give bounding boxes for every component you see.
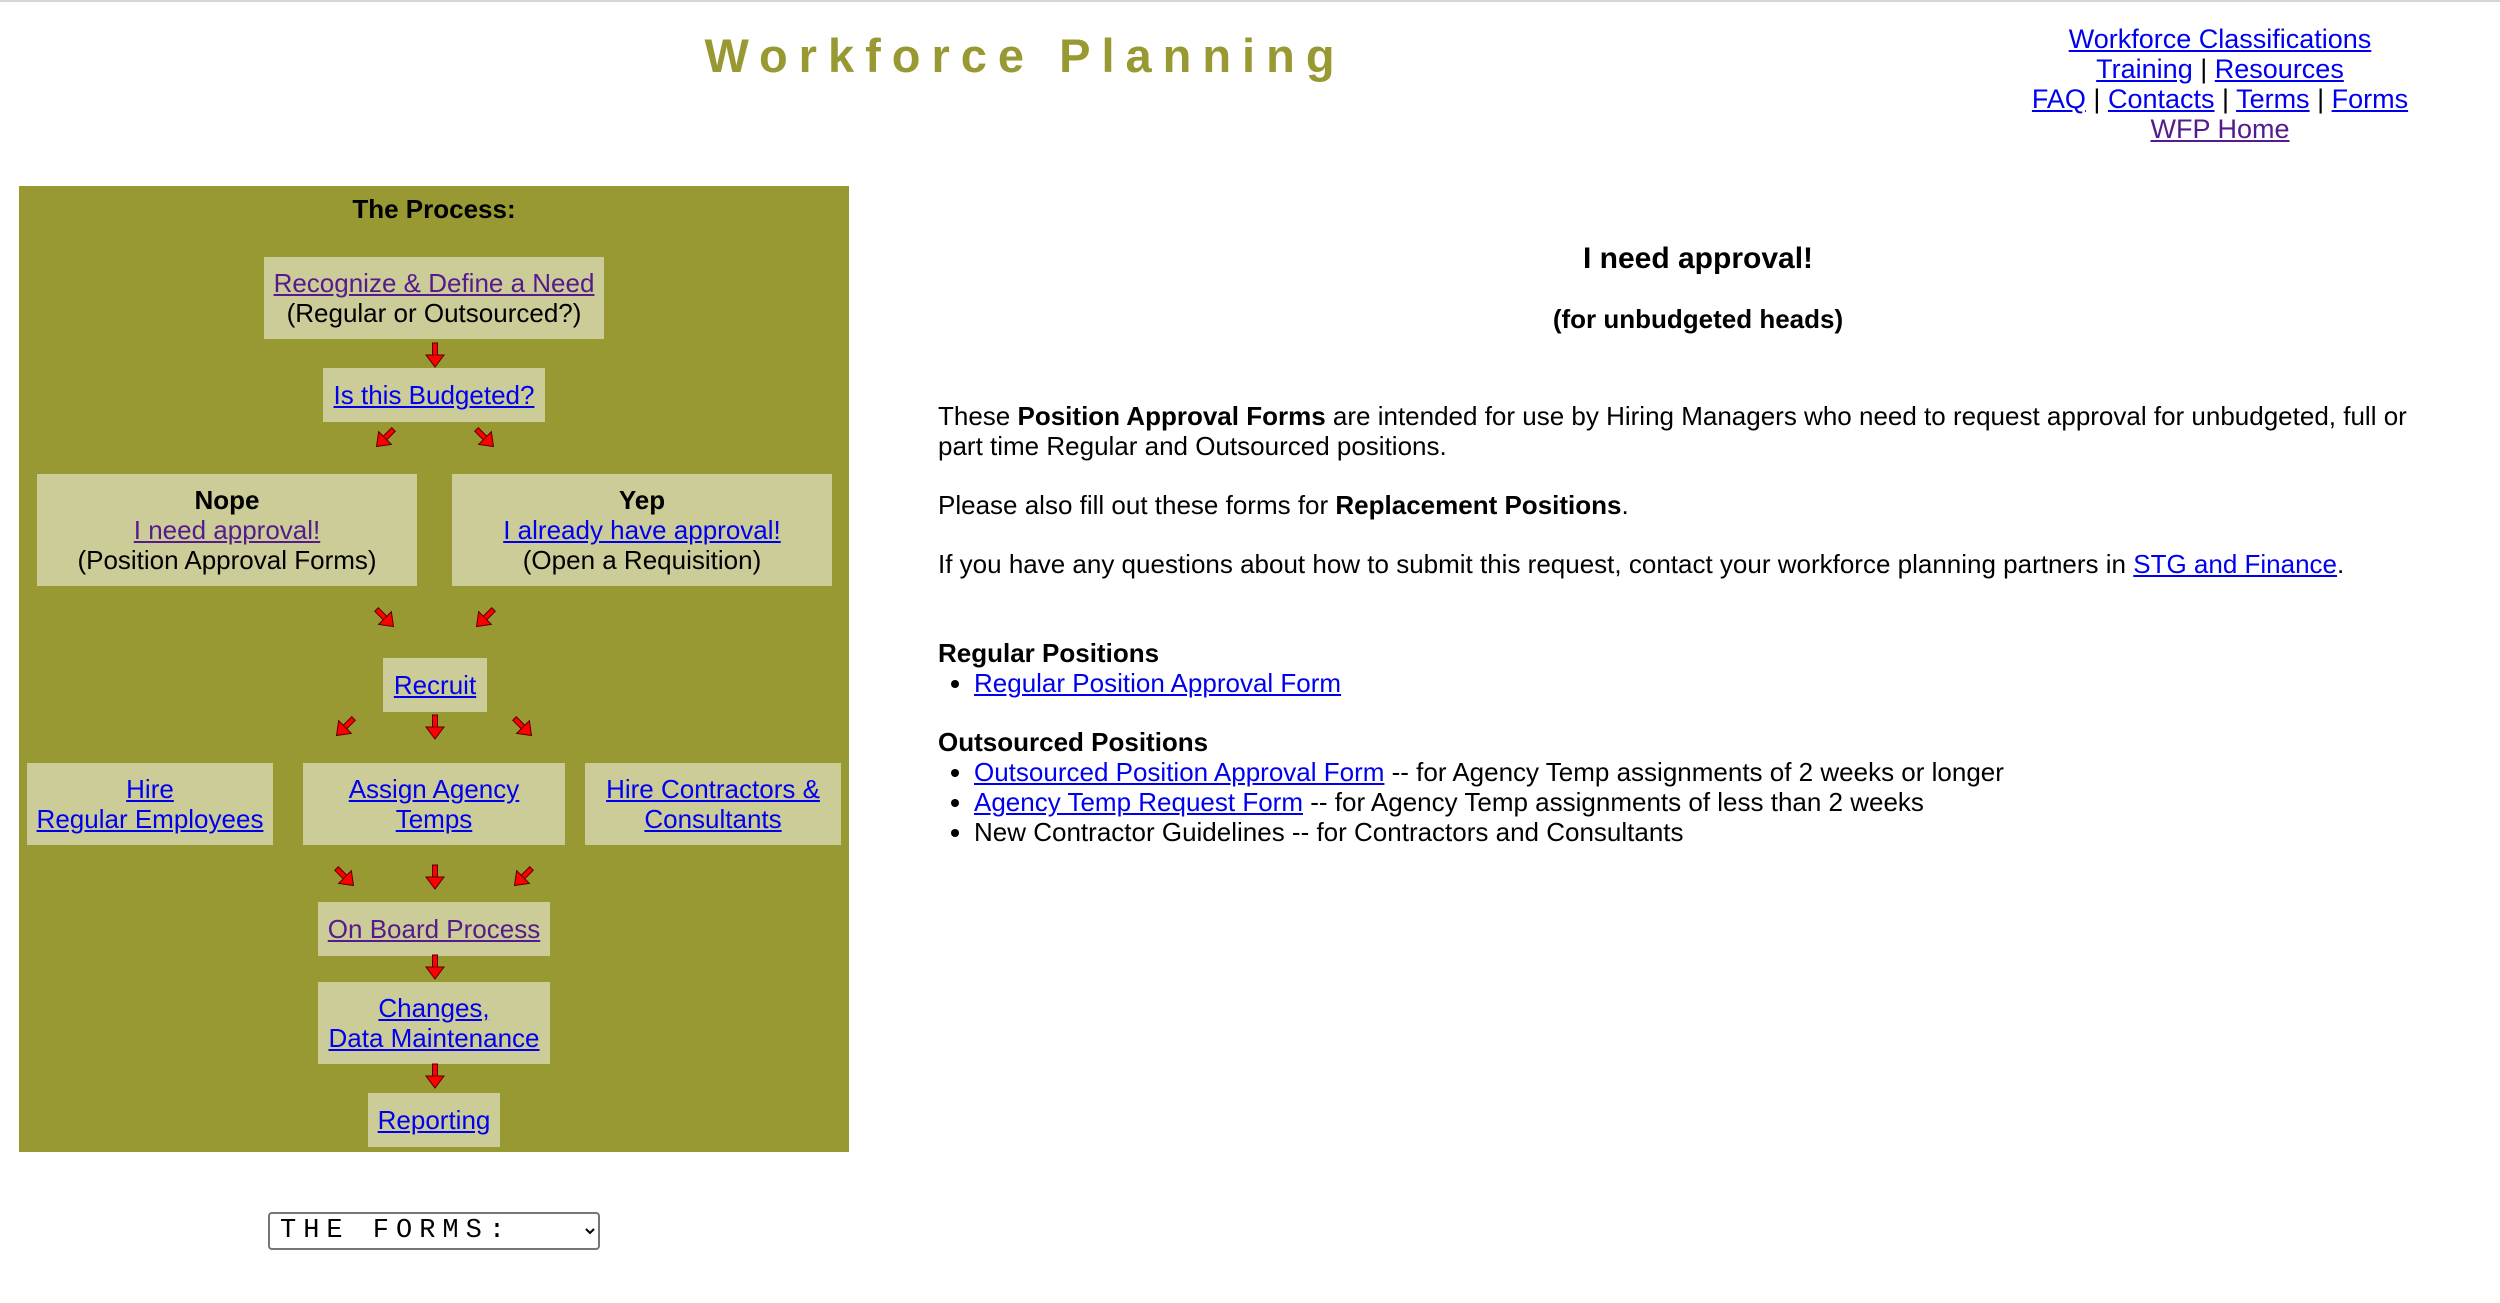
yep-title: Yep <box>618 485 666 515</box>
nav-separator: | <box>2200 54 2208 84</box>
arrow-down-right-icon <box>509 713 537 741</box>
assign-temps-line1: Assign Agency <box>348 774 520 804</box>
arrow-down-icon <box>421 341 449 369</box>
outsourced-position-approval-form-link[interactable]: Outsourced Position Approval Form <box>974 757 1385 787</box>
nav-link-terms[interactable]: Terms <box>2236 84 2310 114</box>
step-hire-regular <box>27 763 273 845</box>
nav-link-contacts[interactable]: Contacts <box>2107 84 2215 114</box>
also-text-bold: Replacement Positions <box>1335 490 1622 520</box>
forms-dropdown[interactable] <box>268 1212 600 1250</box>
process-title: The Process: <box>352 194 516 224</box>
list-item <box>974 817 2458 847</box>
nav-separator: | <box>2093 84 2101 114</box>
stg-finance-link[interactable]: STG and Finance <box>2133 549 2338 579</box>
list-item <box>974 668 2458 698</box>
arrow-down-icon <box>421 953 449 981</box>
outsourced-positions-title: Outsourced Positions <box>938 727 1209 757</box>
changes-link[interactable] <box>328 993 539 1053</box>
step-assign-temps <box>303 763 565 845</box>
hire-regular-line2: Regular Employees <box>36 804 264 834</box>
arrow-down-icon <box>421 1062 449 1090</box>
yep-subtext: (Open a Requisition) <box>522 545 762 575</box>
arrow-down-left-icon <box>331 713 359 741</box>
arrow-down-icon <box>421 713 449 741</box>
arrow-down-icon <box>421 863 449 891</box>
step-nope <box>37 474 417 586</box>
intro-text-post: are intended for use by Hiring Managers who need to request approval for unbudgeted, full or part time Regular and Outsourced positions. <box>938 401 2407 461</box>
changes-line2: Data Maintenance <box>328 1023 540 1053</box>
arrow-down-right-icon <box>471 424 499 452</box>
step-recognize-need <box>264 257 604 339</box>
budgeted-link[interactable]: Is this Budgeted? <box>333 380 535 410</box>
nav-link-faq[interactable]: FAQ <box>2031 84 2086 114</box>
hire-contractors-line2: Consultants <box>644 804 782 834</box>
process-panel <box>19 186 849 1152</box>
nav-row-3 <box>1950 84 2490 114</box>
reporting-link[interactable]: Reporting <box>377 1105 491 1135</box>
nav-link-wfp-home[interactable]: WFP Home <box>2150 114 2290 144</box>
step-recruit <box>383 658 487 712</box>
questions-paragraph <box>938 549 2458 579</box>
nav-separator: | <box>2222 84 2230 114</box>
step-yep <box>452 474 832 586</box>
assign-temps-link[interactable] <box>349 774 520 834</box>
list-item-text: New Contractor Guidelines -- for Contractors and Consultants <box>974 817 1684 847</box>
nav-link-forms[interactable]: Forms <box>2331 84 2409 114</box>
regular-position-approval-form-link[interactable]: Regular Position Approval Form <box>974 668 1342 698</box>
recruit-link[interactable]: Recruit <box>393 670 477 700</box>
also-text-pre: Please also fill out these forms for <box>938 490 1336 520</box>
page-subheading: (for unbudgeted heads) <box>1552 304 1844 334</box>
changes-line1: Changes, <box>378 993 490 1023</box>
step-changes <box>318 982 550 1064</box>
arrow-down-right-icon <box>331 863 359 891</box>
step-onboard <box>318 902 550 956</box>
regular-positions-list <box>938 668 2458 698</box>
site-title: Workforce Planning <box>704 29 1346 82</box>
questions-text-pre: If you have any questions about how to submit this request, contact your workforce planning partners in <box>938 549 2134 579</box>
intro-text-bold: Position Approval Forms <box>1017 401 1326 431</box>
need-approval-link[interactable]: I need approval! <box>133 515 321 545</box>
main-content <box>938 242 2458 847</box>
top-nav <box>1950 24 2490 144</box>
nav-row-1 <box>1950 24 2490 54</box>
hire-regular-link[interactable] <box>37 774 264 834</box>
arrow-down-right-icon <box>371 604 399 632</box>
nope-subtext: (Position Approval Forms) <box>77 545 377 575</box>
list-item-text: -- for Agency Temp assignments of 2 weeks or longer <box>1384 757 2004 787</box>
questions-text-post: . <box>2337 549 2345 579</box>
onboard-link[interactable]: On Board Process <box>327 914 541 944</box>
arrow-down-left-icon <box>509 863 537 891</box>
nav-row-2 <box>1950 54 2490 84</box>
nav-link-training[interactable]: Training <box>2096 54 2193 84</box>
nav-separator: | <box>2317 84 2325 114</box>
nav-row-4 <box>1950 114 2490 144</box>
list-item <box>974 787 2458 817</box>
nope-title: Nope <box>194 485 260 515</box>
list-item-text: -- for Agency Temp assignments of less than 2 weeks <box>1303 787 1924 817</box>
recognize-need-subtext: (Regular or Outsourced?) <box>286 298 582 328</box>
arrow-down-left-icon <box>471 604 499 632</box>
also-text-post: . <box>1621 490 1629 520</box>
arrow-down-left-icon <box>371 424 399 452</box>
intro-paragraph <box>938 401 2458 461</box>
hire-contractors-line1: Hire Contractors & <box>606 774 820 804</box>
already-approved-link[interactable]: I already have approval! <box>503 515 781 545</box>
hire-contractors-link[interactable] <box>606 774 820 834</box>
nav-link-resources[interactable]: Resources <box>2214 54 2344 84</box>
step-reporting <box>368 1093 500 1147</box>
outsourced-positions-list <box>938 757 2458 847</box>
step-budgeted <box>323 368 545 422</box>
regular-positions-title: Regular Positions <box>938 638 1160 668</box>
agency-temp-request-form-link[interactable]: Agency Temp Request Form <box>974 787 1303 817</box>
assign-temps-line2: Temps <box>395 804 473 834</box>
replacement-paragraph <box>938 490 2458 520</box>
hire-regular-line1: Hire <box>126 774 174 804</box>
recognize-need-link[interactable]: Recognize & Define a Need <box>273 268 595 298</box>
step-hire-contractors <box>585 763 841 845</box>
page-heading: I need approval! <box>1582 242 1814 275</box>
intro-text-pre: These <box>938 401 1018 431</box>
nav-link-workforce-classifications[interactable]: Workforce Classifications <box>2068 24 2372 54</box>
list-item <box>974 757 2458 787</box>
